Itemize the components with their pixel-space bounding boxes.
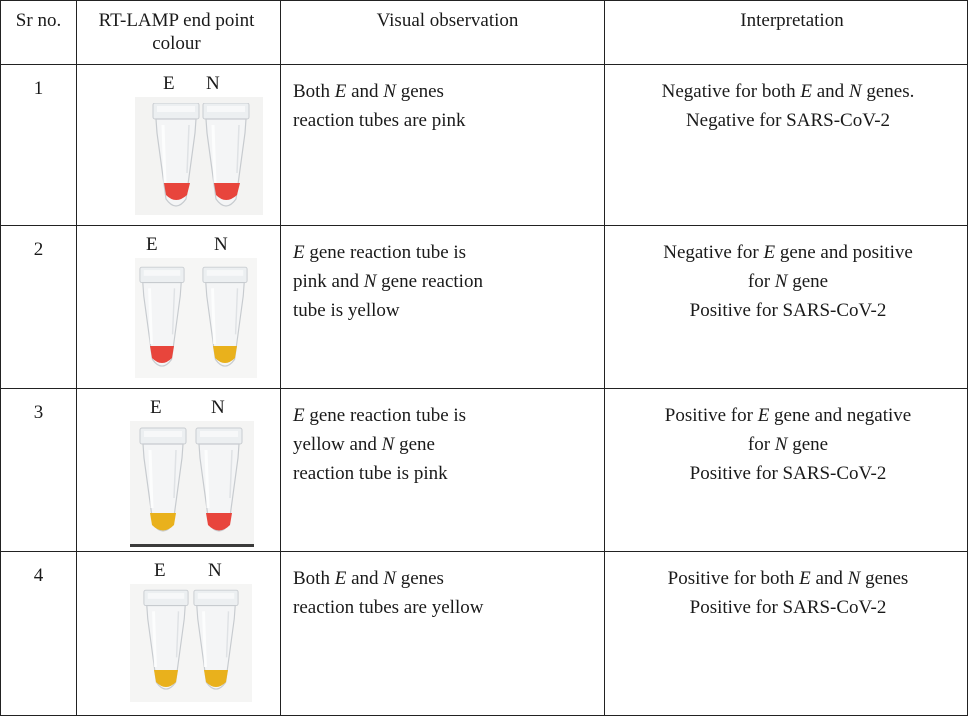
visual-cell: E gene reaction tube is yellow and N gene reaction tube is pink bbox=[281, 389, 605, 552]
sr-cell: 1 bbox=[1, 65, 77, 226]
table-row bbox=[1, 552, 968, 716]
interp-cell: Negative for E gene and positive for N gene Positive for SARS-CoV-2 bbox=[605, 226, 968, 389]
header-row bbox=[1, 1, 968, 65]
table-row bbox=[1, 65, 968, 226]
header-visual: Visual observation bbox=[281, 1, 605, 65]
colour-cell bbox=[77, 389, 281, 552]
interp-cell: Negative for both E and N genes. Negative for SARS-CoV-2 bbox=[605, 65, 968, 226]
interp-cell: Positive for both E and N genes Positive for SARS-CoV-2 bbox=[605, 552, 968, 716]
header-sr: Sr no. bbox=[1, 1, 77, 65]
table-row bbox=[1, 389, 968, 552]
tube-label-e: E bbox=[163, 73, 175, 94]
tube-label-e: E bbox=[146, 234, 158, 255]
tube-photo bbox=[130, 584, 252, 702]
tube-photo bbox=[135, 258, 257, 378]
colour-cell bbox=[77, 65, 281, 226]
tube-photo bbox=[130, 421, 254, 547]
colour-cell bbox=[77, 552, 281, 716]
header-colour: RT-LAMP end point colour bbox=[77, 1, 281, 65]
tube-label-e: E bbox=[154, 560, 166, 581]
visual-cell: Both E and N genes reaction tubes are pink bbox=[281, 65, 605, 226]
colour-cell bbox=[77, 226, 281, 389]
tube-label-n: N bbox=[214, 234, 228, 255]
tube-label-e: E bbox=[150, 397, 162, 418]
sr-cell: 3 bbox=[1, 389, 77, 552]
tube-label-n: N bbox=[206, 73, 220, 94]
tube-photo bbox=[135, 97, 263, 215]
sr-cell: 4 bbox=[1, 552, 77, 716]
interp-cell: Positive for E gene and negative for N gene Positive for SARS-CoV-2 bbox=[605, 389, 968, 552]
header-interp: Interpretation bbox=[605, 1, 968, 65]
tube-label-n: N bbox=[208, 560, 222, 581]
visual-cell: Both E and N genes reaction tubes are yellow bbox=[281, 552, 605, 716]
tube-label-n: N bbox=[211, 397, 225, 418]
table-row bbox=[1, 226, 968, 389]
visual-cell: E gene reaction tube is pink and N gene reaction tube is yellow bbox=[281, 226, 605, 389]
sr-cell: 2 bbox=[1, 226, 77, 389]
